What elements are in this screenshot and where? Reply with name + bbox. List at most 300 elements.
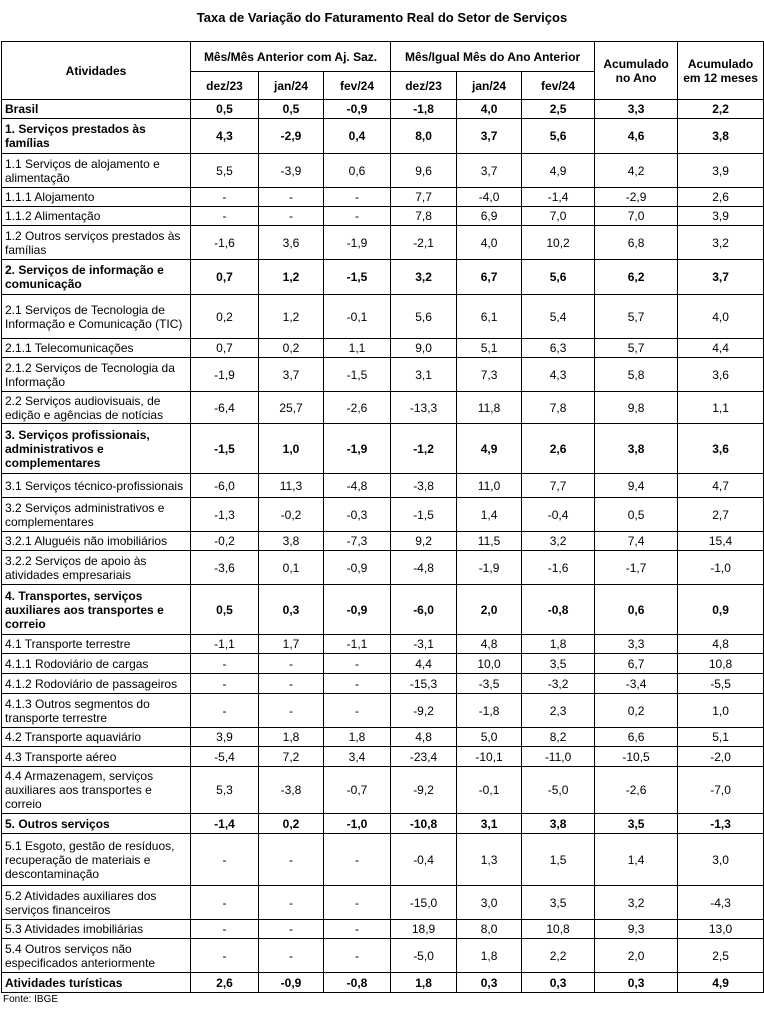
value-cell: -1,5 [191, 424, 259, 474]
table-row [2, 339, 764, 358]
row-label: 1.1.2 Alimentação [2, 207, 191, 226]
value-cell: -5,0 [391, 939, 457, 973]
table-row [2, 973, 764, 993]
value-cell: - [324, 654, 391, 674]
value-cell: 0,9 [678, 585, 764, 635]
row-label: 3.2.1 Aluguéis não imobiliários [2, 532, 191, 551]
value-cell: 10,2 [522, 226, 595, 260]
value-cell: 9,4 [595, 474, 678, 498]
value-cell: 10,0 [457, 654, 522, 674]
value-cell: -5,4 [191, 747, 259, 767]
value-cell: -4,8 [391, 551, 457, 585]
value-cell: 3,8 [259, 532, 324, 551]
value-cell: 7,3 [457, 358, 522, 392]
value-cell: -2,6 [595, 767, 678, 814]
value-cell: 11,0 [457, 474, 522, 498]
row-label: 2.1.1 Telecomunicações [2, 339, 191, 358]
value-cell: 1,2 [259, 260, 324, 295]
table-row [2, 939, 764, 973]
value-cell: 1,8 [457, 939, 522, 973]
value-cell: 3,3 [595, 100, 678, 119]
table-row [2, 674, 764, 694]
value-cell: 5,7 [595, 295, 678, 339]
row-label: 3. Serviços profissionais, administrativos e complementares [2, 424, 191, 474]
value-cell: -2,9 [595, 188, 678, 207]
row-label: 4.1.2 Rodoviário de passageiros [2, 674, 191, 694]
value-cell: 3,9 [678, 207, 764, 226]
value-cell: 4,8 [678, 635, 764, 654]
value-cell: -0,1 [324, 295, 391, 339]
value-cell: 1,2 [259, 295, 324, 339]
value-cell: 4,0 [678, 295, 764, 339]
header-month: fev/24 [522, 72, 595, 100]
header-month: dez/23 [391, 72, 457, 100]
value-cell: 3,8 [678, 119, 764, 154]
table-row [2, 119, 764, 154]
value-cell: 9,8 [595, 392, 678, 424]
value-cell: 6,3 [522, 339, 595, 358]
value-cell: 3,3 [595, 635, 678, 654]
value-cell: 3,4 [324, 747, 391, 767]
value-cell: 1,0 [259, 424, 324, 474]
row-label: 5.1 Esgoto, gestão de resíduos, recuperação de materiais e descontaminação [2, 834, 191, 886]
table-row [2, 532, 764, 551]
value-cell: 3,0 [457, 886, 522, 920]
value-cell: 0,5 [595, 498, 678, 532]
value-cell: 7,7 [522, 474, 595, 498]
row-label: 4.3 Transporte aéreo [2, 747, 191, 767]
value-cell: 8,2 [522, 728, 595, 747]
value-cell: -7,0 [678, 767, 764, 814]
row-label: 3.1 Serviços técnico-profissionais [2, 474, 191, 498]
value-cell: 1,8 [522, 635, 595, 654]
value-cell: -4,0 [457, 188, 522, 207]
table-row [2, 814, 764, 834]
value-cell: 15,4 [678, 532, 764, 551]
value-cell: - [191, 886, 259, 920]
row-label: 1.2 Outros serviços prestados às famílias [2, 226, 191, 260]
value-cell: 5,1 [678, 728, 764, 747]
table-row [2, 100, 764, 119]
value-cell: 2,0 [457, 585, 522, 635]
value-cell: -1,8 [391, 100, 457, 119]
table-row [2, 694, 764, 728]
value-cell: 3,9 [191, 728, 259, 747]
value-cell: -3,9 [259, 154, 324, 188]
value-cell: 6,7 [457, 260, 522, 295]
value-cell: -1,7 [595, 551, 678, 585]
value-cell: -2,9 [259, 119, 324, 154]
value-cell: 0,7 [191, 339, 259, 358]
row-label: 2.1 Serviços de Tecnologia de Informação e Comunicação (TIC) [2, 295, 191, 339]
value-cell: -1,1 [191, 635, 259, 654]
value-cell: -0,9 [324, 585, 391, 635]
value-cell: - [191, 694, 259, 728]
header-acumulado-ano: Acumulado no Ano [595, 42, 678, 100]
value-cell: - [324, 834, 391, 886]
value-cell: 11,5 [457, 532, 522, 551]
value-cell: 7,2 [259, 747, 324, 767]
value-cell: -0,2 [259, 498, 324, 532]
value-cell: 4,4 [391, 654, 457, 674]
value-cell: 9,3 [595, 920, 678, 939]
value-cell: 4,2 [595, 154, 678, 188]
value-cell: 10,8 [522, 920, 595, 939]
value-cell: 3,6 [259, 226, 324, 260]
row-label: 4.2 Transporte aquaviário [2, 728, 191, 747]
value-cell: 3,7 [457, 154, 522, 188]
value-cell: 7,4 [595, 532, 678, 551]
value-cell: -11,0 [522, 747, 595, 767]
value-cell: 1,8 [391, 973, 457, 993]
value-cell: - [259, 920, 324, 939]
value-cell: 5,1 [457, 339, 522, 358]
value-cell: 7,0 [522, 207, 595, 226]
value-cell: 5,5 [191, 154, 259, 188]
value-cell: -3,1 [391, 635, 457, 654]
value-cell: - [324, 920, 391, 939]
value-cell: 5,7 [595, 339, 678, 358]
value-cell: 3,1 [391, 358, 457, 392]
value-cell: -0,8 [522, 585, 595, 635]
value-cell: 2,5 [522, 100, 595, 119]
value-cell: 9,6 [391, 154, 457, 188]
table-row [2, 834, 764, 886]
value-cell: 6,2 [595, 260, 678, 295]
value-cell: - [324, 886, 391, 920]
value-cell: 1,0 [678, 694, 764, 728]
value-cell: 5,6 [391, 295, 457, 339]
table-row [2, 188, 764, 207]
value-cell: 9,0 [391, 339, 457, 358]
table-row [2, 747, 764, 767]
value-cell: - [259, 188, 324, 207]
row-label: 5.4 Outros serviços não especificados anteriormente [2, 939, 191, 973]
value-cell: 4,8 [391, 728, 457, 747]
value-cell: -0,8 [324, 973, 391, 993]
value-cell: -1,3 [678, 814, 764, 834]
value-cell: - [324, 674, 391, 694]
value-cell: 3,2 [391, 260, 457, 295]
row-label: 4. Transportes, serviços auxiliares aos transportes e correio [2, 585, 191, 635]
value-cell: 6,1 [457, 295, 522, 339]
value-cell: 3,5 [522, 654, 595, 674]
value-cell: 2,6 [191, 973, 259, 993]
value-cell: 8,0 [457, 920, 522, 939]
value-cell: 0,5 [259, 100, 324, 119]
value-cell: 0,2 [259, 814, 324, 834]
value-cell: 2,5 [678, 939, 764, 973]
value-cell: -10,5 [595, 747, 678, 767]
header-year-over-year: Mês/Igual Mês do Ano Anterior [391, 42, 595, 72]
value-cell: 2,2 [522, 939, 595, 973]
value-cell: -9,2 [391, 767, 457, 814]
value-cell: - [259, 674, 324, 694]
value-cell: -4,8 [324, 474, 391, 498]
value-cell: 10,8 [678, 654, 764, 674]
table-row [2, 585, 764, 635]
value-cell: -1,5 [324, 358, 391, 392]
value-cell: 11,8 [457, 392, 522, 424]
value-cell: 8,0 [391, 119, 457, 154]
value-cell: 7,8 [522, 392, 595, 424]
value-cell: -7,3 [324, 532, 391, 551]
value-cell: 2,2 [678, 100, 764, 119]
value-cell: -5,0 [522, 767, 595, 814]
value-cell: -0,3 [324, 498, 391, 532]
value-cell: - [191, 188, 259, 207]
value-cell: -3,8 [259, 767, 324, 814]
value-cell: 6,9 [457, 207, 522, 226]
row-label: 2.2 Serviços audiovisuais, de edição e agências de notícias [2, 392, 191, 424]
value-cell: -0,2 [191, 532, 259, 551]
row-label: 2.1.2 Serviços de Tecnologia da Informação [2, 358, 191, 392]
value-cell: - [191, 674, 259, 694]
value-cell: 3,5 [595, 814, 678, 834]
row-label: 5. Outros serviços [2, 814, 191, 834]
value-cell: 1,8 [324, 728, 391, 747]
value-cell: 3,2 [678, 226, 764, 260]
value-cell: -4,3 [678, 886, 764, 920]
row-label: 4.4 Armazenagem, serviços auxiliares aos transportes e correio [2, 767, 191, 814]
value-cell: 5,6 [522, 119, 595, 154]
table-row [2, 358, 764, 392]
row-label: 1.1.1 Alojamento [2, 188, 191, 207]
value-cell: 7,0 [595, 207, 678, 226]
services-revenue-table [1, 41, 764, 993]
table-row [2, 474, 764, 498]
value-cell: -2,1 [391, 226, 457, 260]
value-cell: 1,8 [259, 728, 324, 747]
value-cell: -6,0 [391, 585, 457, 635]
value-cell: - [324, 207, 391, 226]
value-cell: 3,2 [522, 532, 595, 551]
value-cell: -1,9 [324, 226, 391, 260]
value-cell: 3,0 [678, 834, 764, 886]
value-cell: -6,4 [191, 392, 259, 424]
value-cell: - [191, 654, 259, 674]
value-cell: 0,6 [324, 154, 391, 188]
value-cell: 4,0 [457, 226, 522, 260]
header-atividades: Atividades [2, 42, 191, 100]
value-cell: 4,9 [678, 973, 764, 993]
row-label: 5.2 Atividades auxiliares dos serviços financeiros [2, 886, 191, 920]
value-cell: 11,3 [259, 474, 324, 498]
value-cell: - [191, 834, 259, 886]
value-cell: -1,0 [678, 551, 764, 585]
value-cell: -13,3 [391, 392, 457, 424]
value-cell: -1,9 [324, 424, 391, 474]
row-label: 1.1 Serviços de alojamento e alimentação [2, 154, 191, 188]
value-cell: -3,5 [457, 674, 522, 694]
value-cell: -1,6 [522, 551, 595, 585]
value-cell: 3,6 [678, 358, 764, 392]
value-cell: - [259, 694, 324, 728]
table-row [2, 886, 764, 920]
value-cell: 9,2 [391, 532, 457, 551]
value-cell: 2,6 [522, 424, 595, 474]
table-row [2, 551, 764, 585]
value-cell: -0,9 [324, 100, 391, 119]
value-cell: 0,2 [595, 694, 678, 728]
table-row [2, 226, 764, 260]
value-cell: 5,6 [522, 260, 595, 295]
value-cell: -1,4 [191, 814, 259, 834]
header-acumulado-12-meses: Acumulado em 12 meses [678, 42, 764, 100]
value-cell: 0,5 [191, 100, 259, 119]
table-row [2, 920, 764, 939]
value-cell: -2,0 [678, 747, 764, 767]
value-cell: 3,7 [678, 260, 764, 295]
row-label: 4.1 Transporte terrestre [2, 635, 191, 654]
row-label: 5.3 Atividades imobiliárias [2, 920, 191, 939]
value-cell: 2,3 [522, 694, 595, 728]
value-cell: - [324, 188, 391, 207]
value-cell: 13,0 [678, 920, 764, 939]
value-cell: 4,9 [457, 424, 522, 474]
value-cell: -0,7 [324, 767, 391, 814]
value-cell: 4,4 [678, 339, 764, 358]
value-cell: -6,0 [191, 474, 259, 498]
value-cell: -15,3 [391, 674, 457, 694]
value-cell: 4,3 [191, 119, 259, 154]
header-month: jan/24 [457, 72, 522, 100]
table-row [2, 295, 764, 339]
value-cell: - [191, 939, 259, 973]
value-cell: 3,7 [259, 358, 324, 392]
value-cell: 3,2 [595, 886, 678, 920]
table-row [2, 728, 764, 747]
value-cell: 0,6 [595, 585, 678, 635]
value-cell: 3,7 [457, 119, 522, 154]
value-cell: 1,1 [678, 392, 764, 424]
value-cell: 5,8 [595, 358, 678, 392]
value-cell: - [324, 694, 391, 728]
source-note: Fonte: IBGE [3, 994, 59, 1005]
value-cell: 0,2 [259, 339, 324, 358]
value-cell: 0,1 [259, 551, 324, 585]
value-cell: 1,4 [457, 498, 522, 532]
value-cell: - [259, 939, 324, 973]
value-cell: 2,7 [678, 498, 764, 532]
value-cell: 0,4 [324, 119, 391, 154]
value-cell: 5,4 [522, 295, 595, 339]
value-cell: -2,6 [324, 392, 391, 424]
table-row [2, 635, 764, 654]
header-month: dez/23 [191, 72, 259, 100]
value-cell: 7,8 [391, 207, 457, 226]
value-cell: -1,1 [324, 635, 391, 654]
value-cell: - [259, 886, 324, 920]
value-cell: -1,8 [457, 694, 522, 728]
row-label: 1. Serviços prestados às famílias [2, 119, 191, 154]
table-row [2, 767, 764, 814]
value-cell: -0,4 [391, 834, 457, 886]
value-cell: 0,2 [191, 295, 259, 339]
value-cell: -1,4 [522, 188, 595, 207]
value-cell: 0,3 [457, 973, 522, 993]
value-cell: 3,8 [595, 424, 678, 474]
value-cell: 6,7 [595, 654, 678, 674]
value-cell: - [259, 207, 324, 226]
value-cell: 1,4 [595, 834, 678, 886]
value-cell: 4,6 [595, 119, 678, 154]
value-cell: -1,2 [391, 424, 457, 474]
value-cell: - [191, 920, 259, 939]
row-label: 2. Serviços de informação e comunicação [2, 260, 191, 295]
row-label: 3.2 Serviços administrativos e complementares [2, 498, 191, 532]
value-cell: 18,9 [391, 920, 457, 939]
value-cell: 3,1 [457, 814, 522, 834]
table-title: Taxa de Variação do Faturamento Real do Setor de Serviços [196, 10, 568, 25]
value-cell: -1,9 [191, 358, 259, 392]
header-month-over-month: Mês/Mês Anterior com Aj. Saz. [191, 42, 391, 72]
value-cell: -0,4 [522, 498, 595, 532]
value-cell: -3,6 [191, 551, 259, 585]
value-cell: 4,7 [678, 474, 764, 498]
value-cell: - [191, 207, 259, 226]
value-cell: -15,0 [391, 886, 457, 920]
value-cell: 6,8 [595, 226, 678, 260]
value-cell: -23,4 [391, 747, 457, 767]
row-label: 4.1.3 Outros segmentos do transporte terrestre [2, 694, 191, 728]
value-cell: 6,6 [595, 728, 678, 747]
value-cell: -5,5 [678, 674, 764, 694]
value-cell: 0,5 [191, 585, 259, 635]
header-month: fev/24 [324, 72, 391, 100]
row-label: Brasil [2, 100, 191, 119]
value-cell: 0,3 [595, 973, 678, 993]
header-month: jan/24 [259, 72, 324, 100]
value-cell: -1,3 [191, 498, 259, 532]
value-cell: -1,5 [391, 498, 457, 532]
value-cell: 1,1 [324, 339, 391, 358]
value-cell: 3,9 [678, 154, 764, 188]
value-cell: 3,6 [678, 424, 764, 474]
value-cell: -3,4 [595, 674, 678, 694]
value-cell: 4,8 [457, 635, 522, 654]
value-cell: 0,7 [191, 260, 259, 295]
value-cell: 2,0 [595, 939, 678, 973]
value-cell: -10,1 [457, 747, 522, 767]
value-cell: -0,1 [457, 767, 522, 814]
value-cell: 0,3 [522, 973, 595, 993]
value-cell: -0,9 [324, 551, 391, 585]
value-cell: 25,7 [259, 392, 324, 424]
value-cell: 7,7 [391, 188, 457, 207]
row-label: Atividades turísticas [2, 973, 191, 993]
table-row [2, 424, 764, 474]
table-row [2, 154, 764, 188]
value-cell: -1,6 [191, 226, 259, 260]
value-cell: 0,3 [259, 585, 324, 635]
value-cell: -0,9 [259, 973, 324, 993]
value-cell: - [259, 834, 324, 886]
row-label: 3.2.2 Serviços de apoio às atividades empresariais [2, 551, 191, 585]
value-cell: -3,8 [391, 474, 457, 498]
row-label: 4.1.1 Rodoviário de cargas [2, 654, 191, 674]
value-cell: -1,9 [457, 551, 522, 585]
value-cell: - [324, 939, 391, 973]
table-row [2, 654, 764, 674]
value-cell: 1,7 [259, 635, 324, 654]
value-cell: -10,8 [391, 814, 457, 834]
table-row [2, 498, 764, 532]
table-row [2, 260, 764, 295]
value-cell: -3,2 [522, 674, 595, 694]
value-cell: -9,2 [391, 694, 457, 728]
value-cell: 1,5 [522, 834, 595, 886]
